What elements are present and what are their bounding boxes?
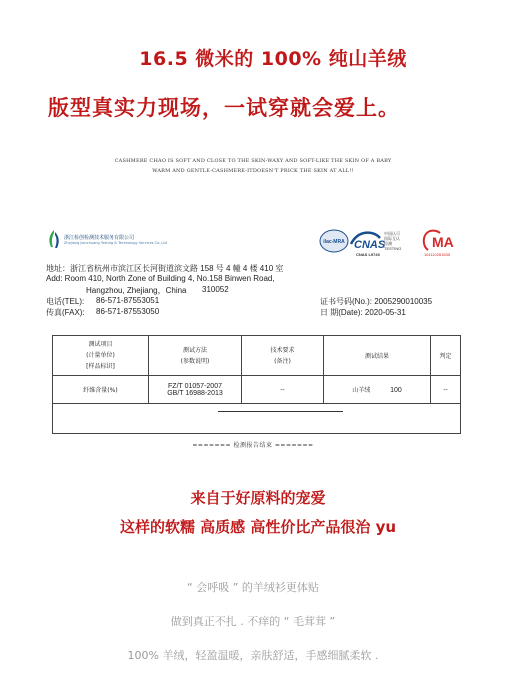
header-requirement: 技术要求 (备注) [242,336,324,376]
header-method: 测试方法 (参数说明) [149,336,242,376]
cnas-cn-2: 国际互认 [384,236,400,241]
accreditation-logos [318,226,478,258]
org-name-cn: 浙江检创检测技术服务有限公司 [64,235,135,241]
cnas-cn-1: 中国认可 [384,231,400,236]
promo-line2: 这样的软糯 高质感 高性价比产品很治 yu [119,518,397,536]
table-row [53,376,461,404]
promo-line1: 来自于好原料的宠爱 [190,489,326,507]
cnas-text: CNAS [354,239,386,251]
ilac-mra-text: ilac-MRA [323,239,345,245]
body-line2: 做到真正不扎 . 不痒的 “ 毛茸茸 ” [170,615,336,628]
headline-line1: 16.5 微米的 100% 纯山羊绒 [139,48,407,70]
empty-cell [53,404,461,434]
english-tagline-line1: CASHMERE CHAO IS SOFT AND CLOSE TO THE SKIN-WAXY AND SOFT-LIKE THE SKIN OF A BABY [114,158,392,164]
table-header-row [53,336,461,376]
cma-text: MA [432,234,454,250]
cell-requirement: -- [242,376,324,404]
cnas-number: CNAS L9740 [356,252,380,257]
report-end-note: ======= 检测报告结束 ======= [192,442,314,449]
cnas-logo-icon [351,230,401,257]
postcode: 310052 [202,285,229,294]
fax-label: 传真(FAX): [46,308,85,317]
cma-logo-icon [424,231,454,257]
org-name-en: Zhejiang Jianchuang Testing & Technology Services Co.,Ltd [64,241,167,245]
cell-result: 山羊绒 100 [324,376,431,404]
cell-item: 纤维含量(%) [53,376,149,404]
table-row-empty [53,404,461,434]
test-result-table [52,335,461,434]
cnas-cn-3: 检测 [384,241,392,246]
tel-number: 86-571-87553051 [96,296,160,305]
org-logo-icon [46,229,62,249]
fax-number: 86-571-87553050 [96,307,160,316]
tel-label: 电话(TEL): [46,297,85,306]
address-en-2: Hangzhou, Zhejiang，China [86,286,187,295]
signature-line [218,411,343,412]
english-tagline-line2: WARM AND GENTLE-CASHMERE-ITDOESN'T PRICK THE SKIN AT ALL!! [152,168,354,174]
body-line3: 100% 羊绒，轻盈温暖，亲肤舒适，手感细腻柔软 . [127,649,379,662]
address-cn: 地址：浙江省杭州市滨江区长河街道滨文路 158 号 4 幢 4 楼 410 室 [46,264,284,273]
headline-line2: 版型真实力现场，一试穿就会爱上。 [48,96,400,120]
certificate-number: 证书号码(No.): 2005290010035 [320,297,433,306]
body-line1: “ 会呼吸 ” 的羊绒衫更体贴 [187,581,319,594]
header-result: 测试结果 [324,336,431,376]
report-date: 日 期(Date): 2020-05-31 [320,308,406,317]
ilac-mra-logo-icon [320,230,348,252]
header-item: 测试项目 (计量单位) [样品标识] [53,336,149,376]
cnas-testing: TESTING [384,246,402,251]
cma-number: 161110261835 [424,252,451,257]
header-judgement: 判定 [431,336,461,376]
cell-method: FZ/T 01057-2007 GB/T 16988-2013 [149,376,242,404]
address-en-1: Add: Room 410, North Zone of Building 4, No.158 Binwen Road, [46,274,275,283]
cell-judgement: -- [431,376,461,404]
